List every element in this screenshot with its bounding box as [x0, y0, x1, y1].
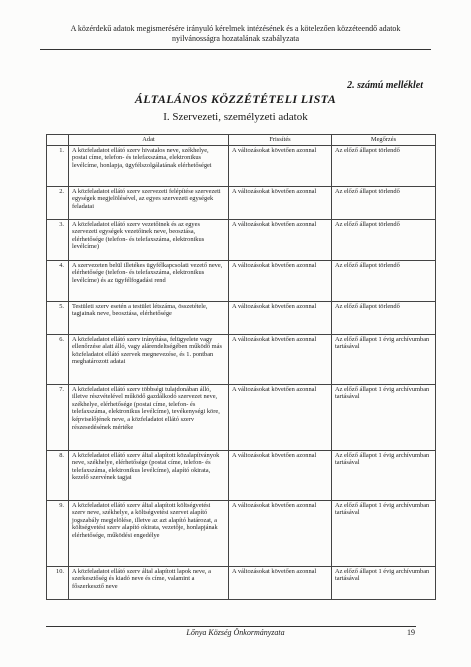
- row-number: 7.: [47, 384, 69, 450]
- row-data: A közfeladatot ellátó szerv szervezeti felépítése szervezeti egységek megjelölésével, az egyes szervezeti egységek feladatai: [69, 186, 229, 219]
- row-retention: Az előző állapot törlendő: [332, 260, 436, 301]
- row-retention: Az előző állapot 1 évig archívumban tartásával: [332, 334, 436, 384]
- row-data: A közfeladatot ellátó szerv által alapított költségvetési szerv neve, székhelye, a költségvetési szervet alapító jogszabály megjelölése, illetve az azt alapító határozat, a költségvetési szerv alapító okirata, vezetője, honlapjának elérhetősége, működési engedélye: [69, 500, 229, 566]
- row-data: A közfeladatot ellátó szerv hivatalos neve, székhelye, postai címe, telefon- és telefaxszáma, elektronikus levélcíme, honlapja, ügyfélszolgálatának elérhetőségei: [69, 145, 229, 186]
- row-retention: Az előző állapot törlendő: [332, 219, 436, 260]
- table-row: [47, 384, 436, 450]
- row-number: 4.: [47, 260, 69, 301]
- column-header-data: Adat: [69, 135, 229, 146]
- row-retention: Az előző állapot 1 évig archívumban tartásával: [332, 566, 436, 599]
- row-data: A közfeladatot ellátó szerv irányítása, felügyelete vagy ellenőrzése alatt álló, vagy alárendeltségében működő más közfeladatot ellátó szervek megnevezése, és 1. pontban meghatározott adatai: [69, 334, 229, 384]
- row-update: A változásokat követően azonnal: [229, 384, 332, 450]
- row-update: A változásokat követően azonnal: [229, 301, 332, 334]
- table-row: [47, 301, 436, 334]
- row-data: A közfeladatot ellátó szerv által alapított közalapítványok neve, székhelye, elérhetősége (postai címe, telefon- és telefaxszáma, elektronikus levélcíme), alapító okirata, kezelő szervének tagjai: [69, 450, 229, 500]
- table-row: [47, 566, 436, 599]
- table-row: [47, 186, 436, 219]
- row-number: 2.: [47, 186, 69, 219]
- row-number: 5.: [47, 301, 69, 334]
- row-retention: Az előző állapot 1 évig archívumban tartásával: [332, 450, 436, 500]
- row-update: A változásokat követően azonnal: [229, 450, 332, 500]
- header-line-1: A közérdekű adatok megismerésére irányuló kérelmek intézésének és a kötelezően közzéteendő adatok: [70, 24, 401, 33]
- row-update: A változásokat követően azonnal: [229, 260, 332, 301]
- row-number: 3.: [47, 219, 69, 260]
- row-number: 6.: [47, 334, 69, 384]
- row-data: Testületi szerv esetén a testület létszáma, összetétele, tagjainak neve, beosztása, elérhetősége: [69, 301, 229, 334]
- row-number: 10.: [47, 566, 69, 599]
- row-retention: Az előző állapot törlendő: [332, 186, 436, 219]
- row-update: A változásokat követően azonnal: [229, 219, 332, 260]
- header-line-2: nyilvánosságra hozatalának szabályzata: [171, 34, 300, 43]
- table-row: [47, 260, 436, 301]
- table-row: [47, 450, 436, 500]
- page-header: [60, 24, 411, 44]
- row-number: 8.: [47, 450, 69, 500]
- row-update: A változásokat követően azonnal: [229, 500, 332, 566]
- annex-label: 2. számú melléklet: [347, 80, 423, 91]
- row-update: A változásokat követően azonnal: [229, 186, 332, 219]
- row-retention: Az előző állapot törlendő: [332, 301, 436, 334]
- page-title: ÁLTALÁNOS KÖZZÉTÉTELI LISTA: [134, 92, 337, 106]
- row-data: A közfeladatot ellátó szerv által alapított lapok neve, a szerkesztőség és kiadó neve és címe, valamint a főszerkesztő neve: [69, 566, 229, 599]
- row-data: A közfeladatot ellátó szerv többségi tulajdonában álló, illetve részvételével működő gazdálkodó szervezet neve, székhelye, elérhetősége (postai címe, telefon- és telefaxszáma, elektronikus levélcíme), tevékenységi köre, képviselőjének neve, a közfeladatot ellátó szerv részesedésének mértéke: [69, 384, 229, 450]
- row-number: 1.: [47, 145, 69, 186]
- page-number: 19: [407, 628, 415, 637]
- row-retention: Az előző állapot 1 évig archívumban tartásával: [332, 384, 436, 450]
- table-row: [47, 334, 436, 384]
- section-title: I. Szervezeti, személyzeti adatok: [163, 111, 308, 123]
- row-number: 9.: [47, 500, 69, 566]
- table-row: [47, 145, 436, 186]
- table-row: [47, 219, 436, 260]
- disclosure-table: [46, 134, 436, 600]
- row-data: A közfeladatot ellátó szerv vezetőinek és az egyes szervezeti egységek vezetőinek neve, beosztása, elérhetősége (telefon- és telefaxszáma, elektronikus levélcíme): [69, 219, 229, 260]
- table-header-row: [47, 135, 436, 146]
- column-header-update: Frissítés: [229, 135, 332, 146]
- row-data: A szervezeten belül illetékes ügyfélkapcsolati vezető neve, elérhetősége (telefon- és telefaxszáma, elektronikus levélcíme) és az ügyfélfogadási rend: [69, 260, 229, 301]
- row-update: A változásokat követően azonnal: [229, 145, 332, 186]
- header-rule: [40, 49, 431, 50]
- footer-rule: [46, 626, 416, 627]
- row-retention: Az előző állapot 1 évig archívumban tartásával: [332, 500, 436, 566]
- row-update: A változásokat követően azonnal: [229, 566, 332, 599]
- table-row: [47, 500, 436, 566]
- row-update: A változásokat követően azonnal: [229, 334, 332, 384]
- row-retention: Az előző állapot törlendő: [332, 145, 436, 186]
- column-header-num: [47, 135, 69, 146]
- column-header-retention: Megőrzés: [332, 135, 436, 146]
- page-footer: Lőnya Község Önkormányzata: [186, 628, 285, 637]
